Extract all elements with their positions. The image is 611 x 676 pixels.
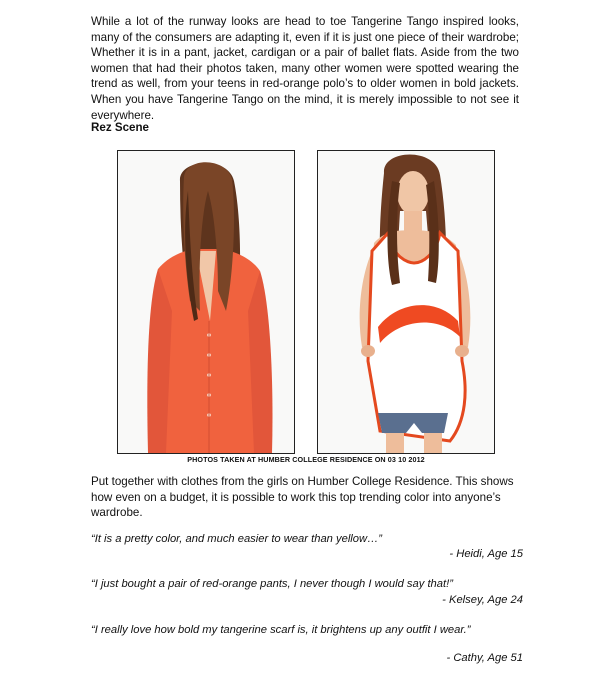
photo-orange-cardigan: [117, 150, 295, 454]
quote-cathy: “I really love how bold my tangerine scarf is, it brightens up any outfit I wear.”: [91, 624, 471, 636]
photo-white-tank: [317, 150, 495, 454]
summary-paragraph: Put together with clothes from the girls on Humber College Residence. This shows how even on a budget, it is possible to work this top trending color into anyone’s wardrobe.: [91, 475, 514, 520]
attribution-kelsey: - Kelsey, Age 24: [442, 594, 523, 606]
attribution-cathy: - Cathy, Age 51: [446, 652, 523, 664]
photo-caption: PHOTOS TAKEN AT HUMBER COLLEGE RESIDENCE ON 03 10 2012: [187, 455, 425, 464]
quote-heidi: “It is a pretty color, and much easier to wear than yellow…”: [91, 533, 382, 545]
section-heading: Rez Scene: [91, 121, 149, 134]
attribution-heidi: - Heidi, Age 15: [449, 548, 523, 560]
intro-paragraph: While a lot of the runway looks are head to toe Tangerine Tango inspired looks, many of the consumers are adapting it, even if it is just one piece of their wardrobe; Whether it is in a pant, jacket, cardigan or a pair of ballet flats. Aside from the two women that had their photos taken, many other women were spotted wearing the trend as well, from your teens in red-orange polo’s to older women in bold jackets. When you have Tangerine Tango on the mind, it is merely impossible to not see it everywhere.: [91, 15, 519, 122]
quote-kelsey: “I just bought a pair of red-orange pants, I never though I would say that!”: [91, 578, 453, 590]
